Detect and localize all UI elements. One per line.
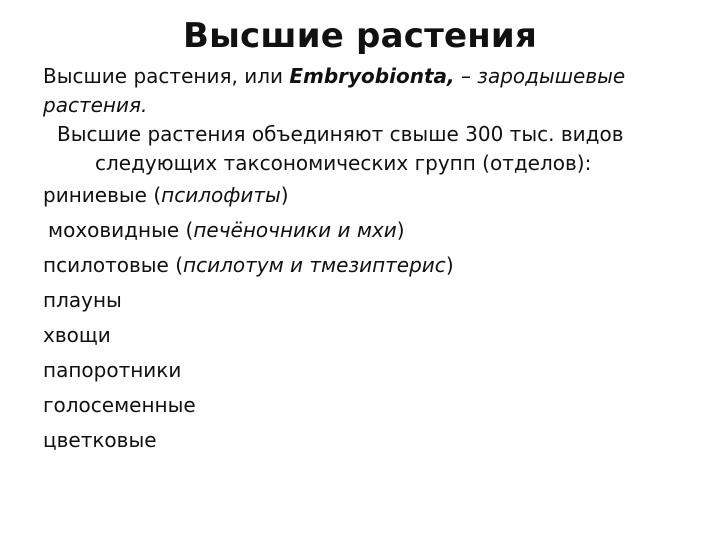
slide-title: Высшие растения <box>183 16 537 56</box>
group-close: ) <box>445 253 454 277</box>
group-item <box>43 353 683 388</box>
summary-line-1 <box>43 120 683 149</box>
group-item <box>43 318 683 353</box>
group-name: плауны <box>43 288 122 312</box>
group-name: моховидные ( <box>48 218 194 242</box>
intro-line-2-text: растения. <box>43 93 148 117</box>
slide-body <box>43 62 683 458</box>
group-note: печёночники и мхи <box>193 218 397 242</box>
group-close: ) <box>396 218 405 242</box>
group-name: папоротники <box>43 358 182 382</box>
intro-line-2 <box>43 91 683 120</box>
summary-line-1-text: Высшие растения объединяют свыше 300 тыс. видов <box>57 122 624 146</box>
group-note: псилотум и тмезиптерис <box>183 253 446 277</box>
group-name: голосеменные <box>43 393 196 417</box>
intro-prefix: Высшие растения, или <box>43 64 290 88</box>
group-note: псилофиты <box>161 183 281 207</box>
group-item <box>43 423 683 458</box>
intro-line-1 <box>43 62 683 91</box>
summary-line-2 <box>43 149 683 178</box>
group-item <box>43 213 683 248</box>
group-name: цветковые <box>43 428 157 452</box>
group-item <box>43 178 683 213</box>
summary-line-2-text: следующих таксономических групп (отделов): <box>95 151 592 175</box>
group-name: псилотовые ( <box>43 253 184 277</box>
group-item <box>43 283 683 318</box>
group-item <box>43 248 683 283</box>
group-name: хвощи <box>43 323 111 347</box>
group-name: риниевые ( <box>43 183 162 207</box>
intro-dash-text: – зародышевые <box>454 64 626 88</box>
intro-latin-term: Embryobionta, <box>289 64 455 88</box>
group-close: ) <box>280 183 289 207</box>
group-item <box>43 388 683 423</box>
